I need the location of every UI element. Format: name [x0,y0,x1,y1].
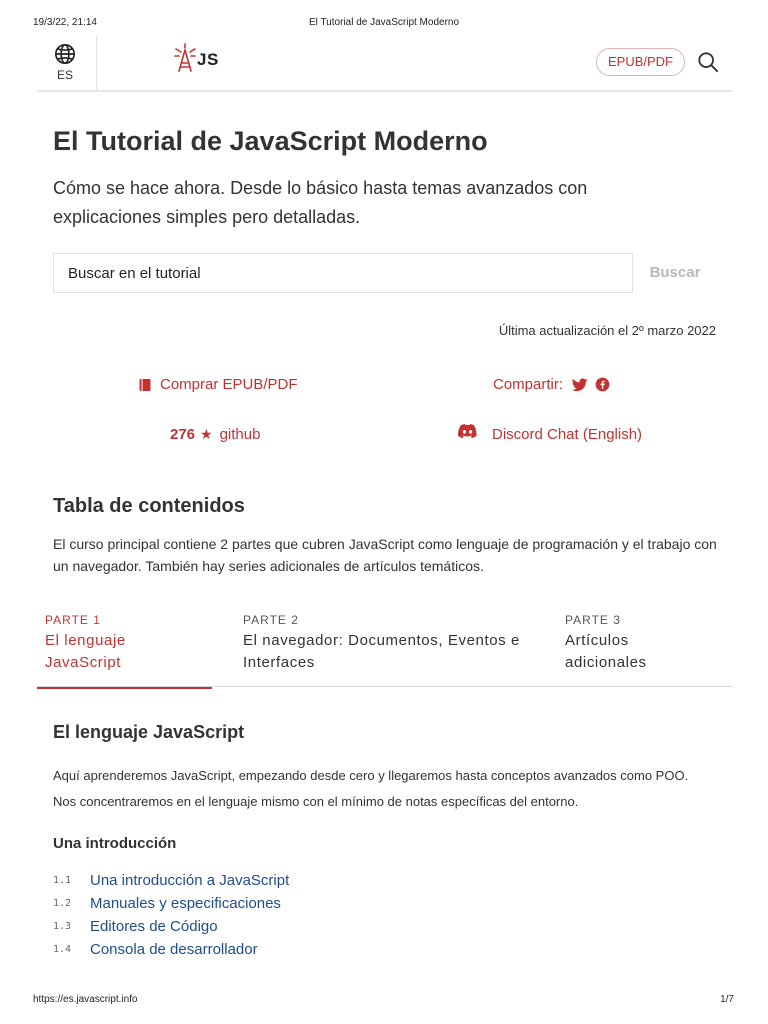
tab-part-1[interactable] [37,603,212,687]
tab-part-3[interactable] [557,603,732,687]
discord-label: Discord Chat (English) [492,426,643,443]
tab-label: El lenguaje JavaScript [45,632,126,671]
toc-description: El curso principal contiene 2 partes que cubren JavaScript como lenguaje de programación y el trabajo con un navegador. También hay series adicionales de artículos temáticos. [53,536,717,574]
chapter-number: 1.1 [53,875,72,886]
twitter-icon[interactable] [572,378,588,392]
tab-label: Artículos adicionales [565,632,647,671]
page-subtitle: Cómo se hace ahora. Desde lo básico hasta temas avanzados con explicaciones simples pero detalladas. [53,178,588,227]
active-tab-underline [37,687,212,689]
discord-icon [458,424,477,438]
tab-label: El navegador: Documentos, Eventos e Interfaces [243,632,520,671]
list-item [53,869,289,892]
buy-label: Comprar EPUB/PDF [160,376,298,393]
buy-epub-pdf-link[interactable] [138,376,298,393]
section-intro-2: Nos concentraremos en el lenguaje mismo con el mínimo de notas específicas del entorno. [53,794,579,809]
tab-number: PARTE 1 [45,613,101,627]
chapter-number: 1.2 [53,898,72,909]
subsection-title: Una introducción [53,835,177,852]
tab-number: PARTE 3 [565,613,621,627]
chapter-number: 1.3 [53,921,72,932]
section-intro-1: Aquí aprenderemos JavaScript, empezando desde cero y llegaremos hasta conceptos avanzados como POO. [53,768,689,783]
language-switcher[interactable] [37,35,97,91]
tab-part-2[interactable] [235,603,545,687]
tab-number: PARTE 2 [243,613,299,627]
language-label: ES [56,68,73,82]
list-item [53,892,289,915]
print-header [0,17,768,31]
search-icon[interactable] [697,51,719,73]
page-title: El Tutorial de JavaScript Moderno [53,126,488,156]
list-item [53,915,289,938]
logo-text: JS [197,50,219,69]
book-icon [138,378,152,392]
site-header [37,35,732,92]
discord-chat-link[interactable] [458,426,642,443]
facebook-icon[interactable] [595,377,610,392]
last-updated-text: Última actualización el 2º marzo 2022 [498,323,716,338]
search-button[interactable]: Buscar [640,256,710,290]
globe-icon [54,43,76,65]
github-stars-link[interactable] [170,426,260,443]
chapter-link[interactable]: Consola de desarrollador [90,941,258,958]
parts-tabs [37,603,732,687]
tutorial-search-input[interactable] [53,253,633,293]
stars-count: 276 [170,426,196,443]
chapter-list [53,869,289,961]
print-date: 19/3/22, 21:14 [33,17,97,28]
chapter-number: 1.4 [53,944,72,955]
star-icon: ★ [200,426,213,442]
share-links [493,376,610,393]
toc-title: Tabla de contenidos [53,495,245,517]
chapter-link[interactable]: Editores de Código [90,918,218,935]
chapter-link[interactable]: Manuales y especificaciones [90,895,281,912]
print-page-number: 1/7 [720,994,734,1005]
chapter-link[interactable]: Una introducción a JavaScript [90,872,290,889]
epub-pdf-button[interactable]: EPUB/PDF [596,48,685,76]
list-item [53,938,289,961]
print-title: El Tutorial de JavaScript Moderno [308,17,460,28]
section-title: El lenguaje JavaScript [53,722,245,742]
print-url: https://es.javascript.info [33,994,138,1005]
share-label: Compartir: [493,376,564,393]
github-label: github [219,426,261,443]
